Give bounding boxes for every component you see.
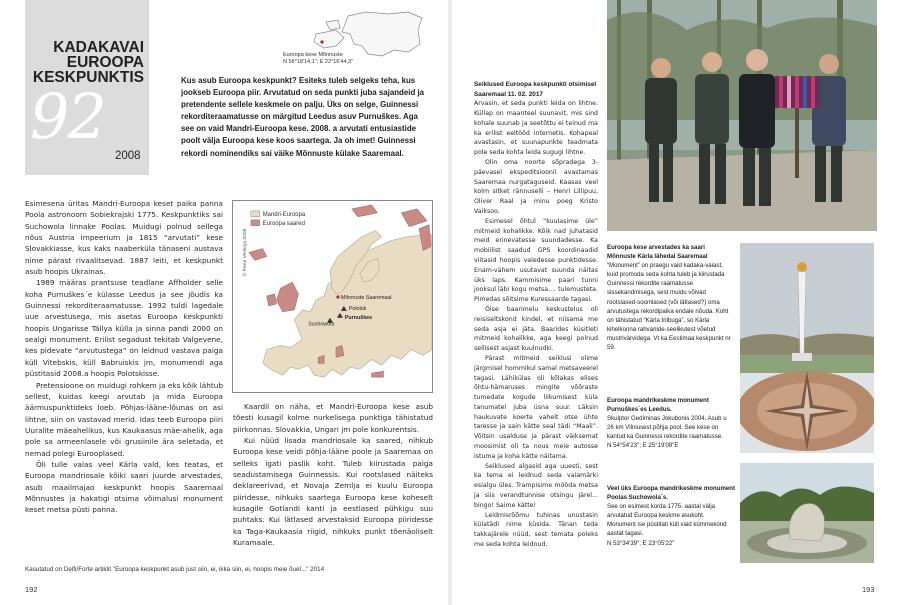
paragraph: Kaardil on näha, et Mandri-Euroopa kese asub tõesti kusagil kolme nurkelisega punktiga tähistatud piirkonnas. Slovakkia, Ungari jm pole konkurentsis. bbox=[233, 402, 433, 434]
right-column-1 bbox=[474, 80, 598, 550]
chapter-number: 92 bbox=[30, 80, 105, 153]
title-line-1: KADAKAVAI bbox=[53, 39, 144, 56]
paragraph: Õli tulle valas veel Kärla vald, kes teatas, et Euroopa mandriosale kõiki saari juurde arvestades, asub maailmajao keskpunkt hoopis Saaremaal Mõnnustes ja hakatigi otsima võimalusi monument keset metsa püsti panna. bbox=[25, 459, 223, 515]
photo-caption-1: Euroopa kese arvestades ka saari Mõnnuste Kärla lähedal Saaremaal “Monument” on praegu vaid kadaka-vaiast, kuid promoda seda kohta tuleb ja kiirustada Guinnessi rekordite raamatusse sissekandmisega, sest muidu võivad rootslased-soomlased (või lätlased?) oma arvutustega rekordipaika endale nõuda. Koht on tähistatud “Kärla trilbuga”, so Kärla kihelkonna rahvariide-seelikutest võetud mustrivärvidega. Vt ka Eestimaa keskpunkt nr 59. bbox=[607, 244, 731, 352]
section-heading: Seiklused Euroopa keskpunkti otsimisel Saaremaal 11. 02. 2017 bbox=[474, 81, 597, 98]
place-moennuste: Mõnnuste Saaremaal bbox=[340, 294, 392, 301]
paragraph: Kui nüüd lisada mandriosale ka saared, nihkub Euroopa kese veidi põhja-lääne poole ja Saaremaa on selleks igati paslik koht. Tuleb kiirustada paiga seadustamisega Guinnessis. Kui rootslased näiteks deklareerivad, et Novaja Zemlja ei kuulu Euroopa piiridesse, nihkuks saartega Euroopa kese koheselt kusagile Gotlandi kanti ja eestlased pühkigu suu puhtaks. Kui lätlased arvestaksid Euroopa piiridesse ka Taga-Kaukaasia riigid, nihkuks punkt tõenäoliselt Kuramaale. bbox=[233, 436, 433, 548]
photo-purnuskes-monument bbox=[740, 243, 874, 453]
photo-expedition-group bbox=[607, 0, 877, 231]
title-line-2: EUROOPA bbox=[66, 54, 144, 71]
paragraph: Pärast mitmeid seiklusi olime järgmisel hommikul samal metsaveerel tagasi. Lähikülas oli kõlakas elises õhtu-hämaruses mingite võõraste tumedate kogude liikumisest küla tanumatel juba üsna suur. Läksin haukuvate koerte vahelt otse ühte taresse ja sain kätte seal tädi “Maali”. Võitsin usalduse ja pärast väiksemat moosimist oli ta nous meie autosse istuma ja koha kätte näitama. bbox=[474, 354, 598, 460]
paragraph: Arvasin, et seda punkti leida on lihtne. Küllap on maanteel suunavit, mis sind kohale suunab ja seetõttu ei teinud ma ka erilist eeltööd internetis. Kohapeal avastasin, et suunapunkte teadmata pole seda kohta leida sugugi lihtne. bbox=[474, 100, 598, 157]
place-suchowola: Suchowola bbox=[308, 321, 335, 328]
place-purnuskes: Purnuškes bbox=[344, 314, 373, 321]
photo-caption-3: Veel üks Euroopa mandrikeskme monument Poolas Suchowola´s. See on esimest korda 1775. aastal välja arvutatud Euroopa keskme asukoht. Monument ise püstitati küll vaid kümmekond aastat tagasi. N 53°34'39"; E 23°05'22" bbox=[607, 485, 736, 547]
map-credit: © Peep Veskoja 2008 bbox=[242, 228, 248, 277]
footnote: Kasutatud on Delfi/Forte artiklit "Euroopa keskpunkt asub just siin, ei, ikka siin, ei, hoopis meie õuel..." 2014 bbox=[25, 566, 325, 573]
paragraph: Pretensioone on muidugi rohkem ja eks kõik lähtub sellest, kuidas keegi arvutab ja mida Euroopa äärmuspunktideks loeb. Põhjas-lääne-lõunas on asi lihtne, siin on vastavad merid. Idas teeb Euroopa piiri Uuralite mäeahelikus, kus Kaukaasus mäe-ahelik, aga pole sa armeenlasele või grusiinile ära seletada, et nemad polegi Eurooplased. bbox=[25, 380, 223, 458]
chapter-year: 2008 bbox=[115, 150, 141, 162]
paragraph: Leidmisrõõmu tuhinas unustasin külatädi nime küsida. Tänan teda takkajärele nüüd, sest temata poleks me seda kohta leidnud. bbox=[474, 511, 598, 549]
right-body bbox=[474, 99, 598, 550]
page-number-right: 193 bbox=[862, 585, 875, 594]
title-line-3: KESKPUNKTIS bbox=[32, 69, 144, 86]
photo-caption-2: Euroopa mandrikeskme monument Purnuškes´es Leedus. Skulptor Gediminas Jokubonis 2004. Asub u 26 km Vilniusest põhja pool. See kese on kantud ka Guinnessi rekordite raamatusse. N 54°54'23"; E 25°19'08"E bbox=[607, 397, 727, 450]
photo-suchowola-monument bbox=[740, 463, 874, 563]
page-number-left: 192 bbox=[25, 585, 38, 594]
paragraph: Seiklused algasid aga uuesti, sest ka tema ei leidnud seda vaiamärki esialgu üles. Trampisime mööda metsa ja siis verandtunnise otsingu järel... bingo! Saime kätte! bbox=[474, 462, 598, 509]
paragraph: Esimesel õhtul “kuulasime üle” mitmeid kohalikke. Kõik nad juhatasid meid erinevatesse suundadesse. Ka mobiilist saadud GPS koordinaadid viitasid hoopis valedesse punktidesse. Enam-vähem usutavat suunda näitas üks laps. Kammisime paari tunni jooksul läbi kogu metsa.... tulemusteta. Pimedas sõitsime Kuressaarde tagasi. bbox=[474, 217, 598, 304]
paragraph: Esimesena üritas Mandri-Euroopa keset paika panna Poola astronoom Sobiekrajski 1775. Keskpunktiks sai Suchowola linnake Poolas. Muidugi polnud sellega nõus Austria impeerium ja 1815 “arvutati” kese Slovakkiasse, kus kaks naaberküla tänaseni austava nime pärast rivaalitsevad. 1887 leiti, et keskpunkt asub hoopis Ukrainas. bbox=[25, 199, 223, 277]
paragraph: Öise baarimelu keskustelus oli reisiseltskond kindel, et niisama me seda asja ei jäta. Baarides küsitleti mitmeid kohalikke, aga keegi polnud sellisest asjast kuulnudki. bbox=[474, 305, 598, 353]
place-polotsk: Polotsk bbox=[348, 305, 367, 312]
minimap-caption: Euroopa kese Mõnnuste N 58°18'14,1"; E 22°16'44,3" bbox=[283, 52, 354, 65]
legend-islands: Euroopa saared bbox=[262, 220, 305, 227]
lead-paragraph: Kus asub Euroopa keskpunkt? Esiteks tuleb selgeks teha, kus jookseb Euroopa piir. Arvutatud on seda punkti juba sajandeid ja pretendente sellele keskmele on palju. Üks on selge, Guinnessi rekorditeraamatusse on märgitud Leedus asuv Purnuškes. Aga see on vaid Mandri-Euroopa kese. 2008. a arvutati entusiastide poolt välja Euroopa kese koos saartega. Ja oh imet! Guinnessi rekordi nominendiks sai väike Mõnnuste külake Saaremaal. bbox=[181, 76, 425, 158]
legend-mainland: Mandri-Euroopa bbox=[262, 211, 306, 218]
paragraph: Olin oma noorte sõpradega 3-päevasel ekspeditsioonil avastamas Saaremaa nurgataguseid. Kaasas veel kolm sitket rännuselli – Henri Lillipuu, Oliver Raal ja minu poeg Kristo Vaiksoo. bbox=[474, 158, 598, 215]
paragraph: 1989 määras prantsuse teadlane Affholder selle koha Purnuškes´e külasse Leedus ja see jõudis ka Guinnessi rekorditeraamatusse. 1992 tuldi lagedale uue arvestusega, mis asetas Euroopa keskpunkti hoopis Ungarisse Tállya külla ja sinna pandi 2000 on sealgi monument. Erilist segadust tekitab Valgevene, kes pidevate “arvutustega” on leidnud vastava paiga küll Vitebskis, küll Babruiskis jm, monumendi aga püstitasid 2008.a hoopis Polotskisse. bbox=[25, 278, 223, 379]
